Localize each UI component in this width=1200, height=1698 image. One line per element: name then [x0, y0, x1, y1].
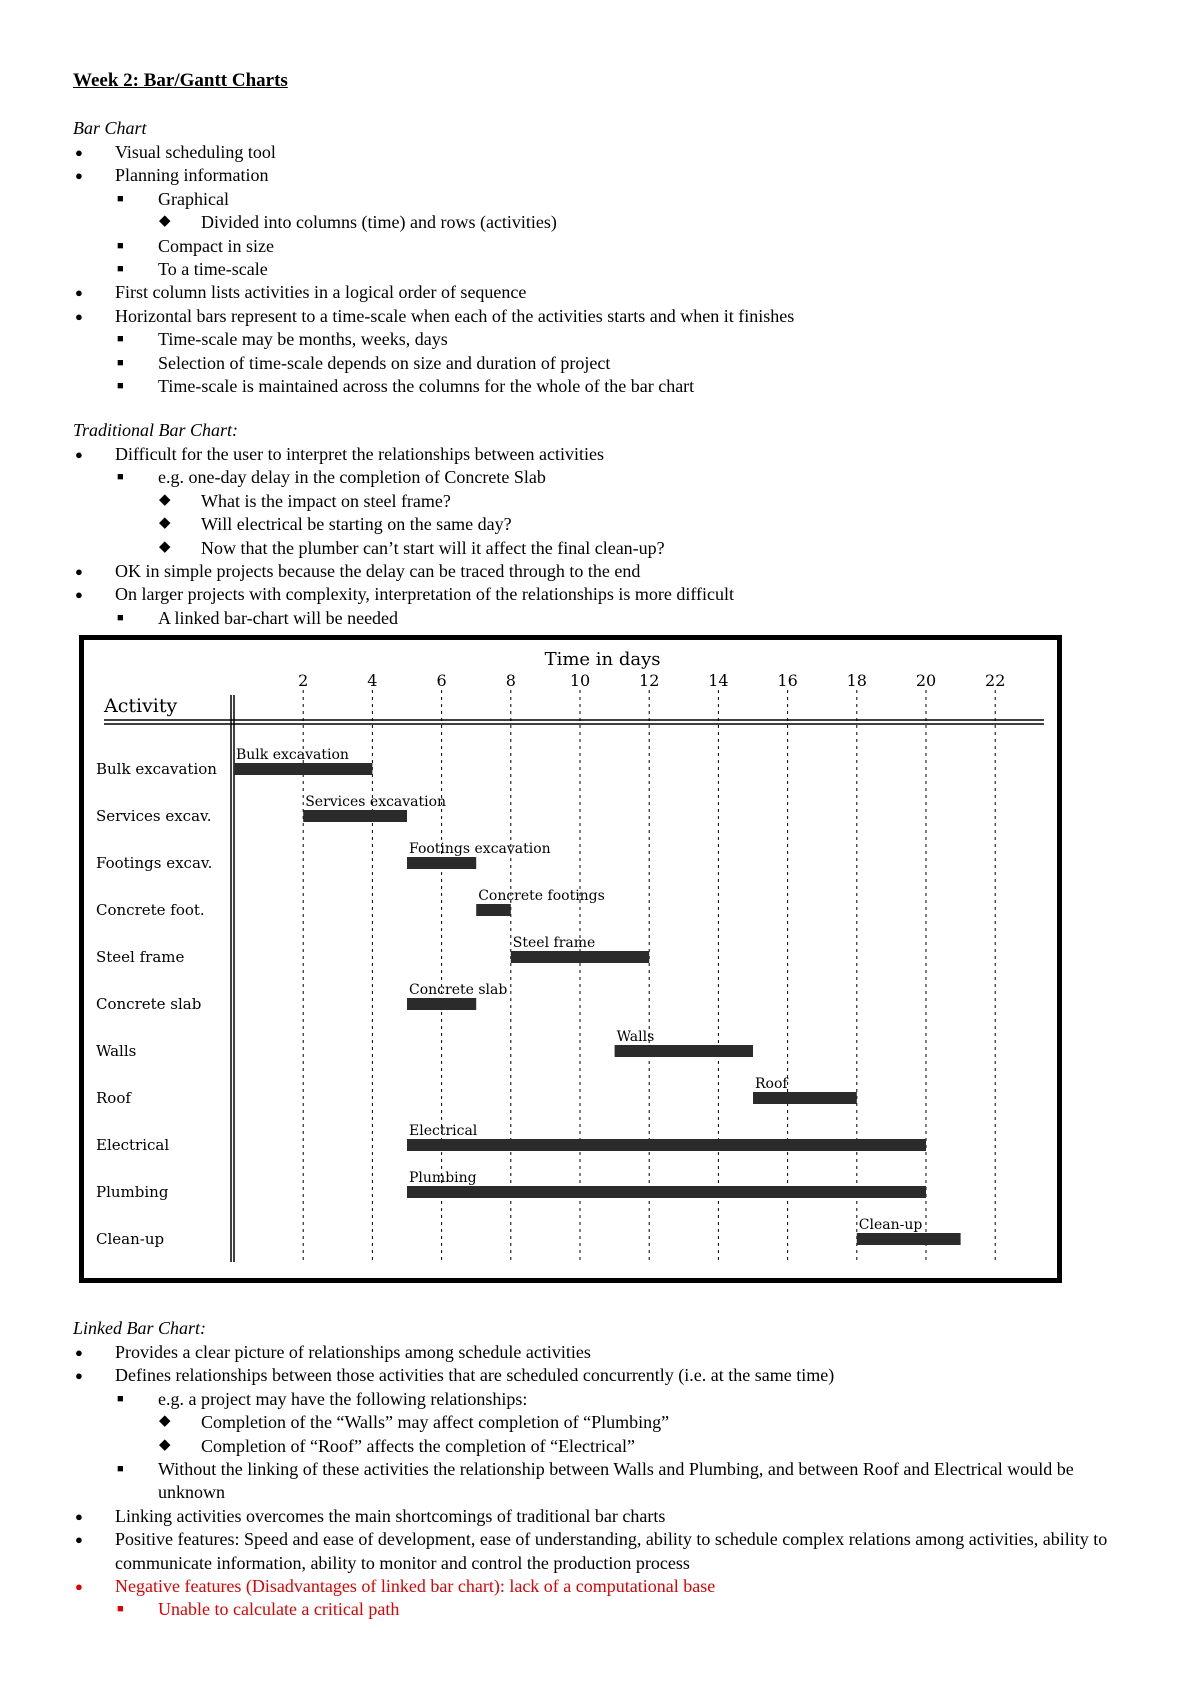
bullet-icon: ◆ [159, 1436, 171, 1453]
activity-label: Plumbing [96, 1183, 169, 1201]
gantt-bar [407, 1186, 926, 1198]
section-heading-bar-chart: Bar Chart [73, 118, 147, 138]
list-item [73, 607, 1133, 630]
list-item-text: Now that the plumber can’t start will it affect the final clean-up? [201, 537, 665, 558]
bullet-icon: ■ [117, 611, 124, 624]
bullet-icon: ◆ [159, 491, 171, 508]
bullet-icon: ■ [117, 333, 124, 346]
gantt-bar [303, 810, 407, 822]
list-item [73, 258, 1133, 281]
bar-label: Electrical [409, 1123, 478, 1139]
bullet-icon: ● [75, 1579, 83, 1595]
gantt-bar [615, 1045, 753, 1057]
bar-label: Services excavation [305, 794, 447, 810]
list-item-text: Time-scale may be months, weeks, days [158, 329, 448, 350]
x-tick-label: 12 [639, 671, 660, 690]
list-item-text: Completion of “Roof” affects the completion of “Electrical” [201, 1435, 636, 1456]
x-tick-label: 16 [777, 671, 798, 690]
list-item [73, 375, 1133, 398]
bullet-icon: ● [75, 1368, 83, 1384]
activity-label: Services excav. [96, 807, 212, 825]
list-item-text: Difficult for the user to interpret the relationships between activities [115, 444, 605, 464]
bar-label: Steel frame [512, 935, 596, 951]
activity-label: Walls [96, 1042, 137, 1060]
list-item [73, 188, 1133, 211]
bullet-icon: ■ [117, 239, 124, 252]
activity-label: Concrete slab [96, 995, 202, 1013]
list-item-text: Defines relationships between those activities that are scheduled concurrently (i.e. at the same time) [115, 1365, 835, 1386]
bullet-icon: ● [75, 145, 83, 160]
bullet-icon: ◆ [159, 213, 171, 230]
bullet-icon: ● [75, 1508, 83, 1524]
list-item-text: Without the linking of these activities the relationship between Walls and Plumbing, and between Roof and Electrical would be unknown [158, 1459, 1074, 1503]
list-item [73, 164, 1133, 187]
x-tick-label: 18 [846, 671, 867, 690]
list-item-text: Completion of the “Walls” may affect completion of “Plumbing” [201, 1412, 670, 1433]
list-item-text: Will electrical be starting on the same day? [201, 514, 512, 535]
bullet-icon: ■ [117, 1603, 124, 1616]
bar-label: Concrete footings [478, 888, 605, 904]
list-item [73, 281, 1133, 304]
activity-label: Concrete foot. [96, 901, 205, 919]
bar-label: Plumbing [409, 1170, 477, 1186]
activity-label: Footings excav. [96, 854, 213, 872]
list-item-text: A linked bar-chart will be needed [158, 607, 399, 628]
activity-label: Bulk excavation [96, 760, 217, 778]
list-item [73, 466, 1133, 489]
list-item-text: Horizontal bars represent to a time-scale when each of the activities starts and when it finishes [115, 305, 795, 326]
x-tick-label: 8 [505, 671, 516, 690]
list-item [73, 490, 1133, 513]
bullet-icon: ● [75, 168, 83, 184]
x-tick-label: 22 [985, 671, 1006, 690]
bullet-icon: ■ [117, 1392, 124, 1405]
list-item-text: Unable to calculate a critical path [158, 1599, 400, 1620]
bar-label: Bulk excavation [236, 747, 349, 763]
list-item-text: Graphical [158, 188, 229, 209]
list-item-text: First column lists activities in a logical order of sequence [115, 282, 527, 303]
list-item [73, 1411, 1133, 1434]
bullet-icon: ■ [117, 1463, 124, 1476]
list-item-text: Negative features (Disadvantages of linked bar chart): lack of a computational base [115, 1576, 716, 1597]
traditional-list [73, 443, 1133, 630]
list-item-text: Selection of time-scale depends on size and duration of project [158, 352, 611, 373]
bullet-icon: ◆ [159, 1413, 171, 1430]
list-item [73, 141, 1133, 164]
x-tick-label: 20 [915, 671, 937, 690]
x-tick-label: 2 [298, 671, 309, 690]
list-item-text: e.g. a project may have the following relationships: [158, 1388, 528, 1409]
list-item [73, 211, 1133, 234]
bullet-icon: ● [75, 1345, 83, 1360]
bullet-icon: ● [75, 564, 83, 580]
list-item [73, 560, 1133, 583]
list-item [73, 1505, 1133, 1528]
list-item [73, 1575, 1133, 1598]
page-title: Week 2: Bar/Gantt Charts [73, 70, 288, 91]
section-heading-linked: Linked Bar Chart: [73, 1318, 206, 1338]
bullet-icon: ● [75, 587, 83, 603]
gantt-bar [753, 1092, 857, 1104]
chart-title: Time in days [544, 649, 661, 670]
row-header: Activity [104, 695, 178, 717]
list-item-text: On larger projects with complexity, interpretation of the relationships is more difficult [115, 584, 735, 605]
list-item-text: Compact in size [158, 235, 274, 256]
bullet-icon: ● [75, 308, 83, 324]
list-item-text: What is the impact on steel frame? [201, 490, 451, 511]
list-item [73, 1341, 1133, 1364]
list-item-text: Provides a clear picture of relationships among schedule activities [115, 1342, 591, 1362]
section-heading-traditional: Traditional Bar Chart: [73, 420, 239, 440]
list-item [73, 513, 1133, 536]
activity-label: Steel frame [96, 948, 185, 966]
list-item [73, 443, 1133, 466]
list-item [73, 1435, 1133, 1458]
x-tick-label: 14 [708, 671, 729, 690]
list-item [73, 1598, 1133, 1621]
list-item [73, 305, 1133, 328]
list-item-text: Time-scale is maintained across the columns for the whole of the bar chart [158, 376, 695, 397]
list-item-text: e.g. one-day delay in the completion of Concrete Slab [158, 467, 546, 488]
list-item-text: Positive features: Speed and ease of development, ease of understanding, ability to schedule complex relations among activities, ability to communicate information, ability to monitor and control the production process [115, 1529, 1108, 1573]
bar-chart-list [73, 141, 1133, 398]
list-item [73, 235, 1133, 258]
list-item [73, 1364, 1133, 1387]
list-item-text: Visual scheduling tool [115, 142, 276, 162]
bullet-icon: ● [75, 447, 83, 462]
bullet-icon: ■ [117, 192, 124, 205]
list-item [73, 1388, 1133, 1411]
activity-label: Electrical [96, 1136, 170, 1154]
bullet-icon: ■ [117, 356, 124, 369]
gantt-bar [407, 857, 476, 869]
list-item-text: OK in simple projects because the delay can be traced through to the end [115, 561, 641, 582]
bar-label: Roof [755, 1076, 788, 1092]
list-item-text: Divided into columns (time) and rows (activities) [201, 212, 557, 233]
gantt-bar [407, 1139, 926, 1151]
gantt-bar [234, 763, 372, 775]
bullet-icon: ● [75, 285, 83, 301]
bullet-icon: ◆ [159, 515, 171, 532]
bar-label: Walls [616, 1029, 655, 1045]
activity-label: Roof [96, 1089, 131, 1107]
bullet-icon: ■ [117, 263, 124, 276]
gantt-chart [79, 635, 1062, 1283]
list-item [73, 352, 1133, 375]
linked-list [73, 1341, 1133, 1622]
gantt-bar [511, 951, 649, 963]
gantt-bar [476, 904, 511, 916]
list-item-text: Planning information [115, 165, 269, 186]
activity-label: Clean-up [96, 1230, 165, 1248]
x-tick-label: 4 [367, 671, 378, 690]
bullet-icon: ■ [117, 471, 124, 484]
list-item [73, 328, 1133, 351]
list-item [73, 1528, 1133, 1575]
list-item-text: To a time-scale [158, 259, 268, 280]
gantt-bar [857, 1233, 961, 1245]
bar-label: Clean-up [858, 1217, 923, 1233]
x-tick-label: 6 [436, 671, 447, 690]
bullet-icon: ◆ [159, 538, 171, 555]
bullet-icon: ● [75, 1532, 83, 1548]
bar-label: Footings excavation [409, 841, 551, 857]
bullet-icon: ■ [117, 380, 124, 393]
gantt-bar [407, 998, 476, 1010]
list-item-text: Linking activities overcomes the main shortcomings of traditional bar charts [115, 1505, 666, 1526]
gantt-chart-svg [84, 640, 1057, 1278]
list-item [73, 583, 1133, 606]
list-item [73, 1458, 1133, 1505]
list-item [73, 537, 1133, 560]
bar-label: Concrete slab [409, 982, 508, 998]
x-tick-label: 10 [569, 671, 591, 690]
